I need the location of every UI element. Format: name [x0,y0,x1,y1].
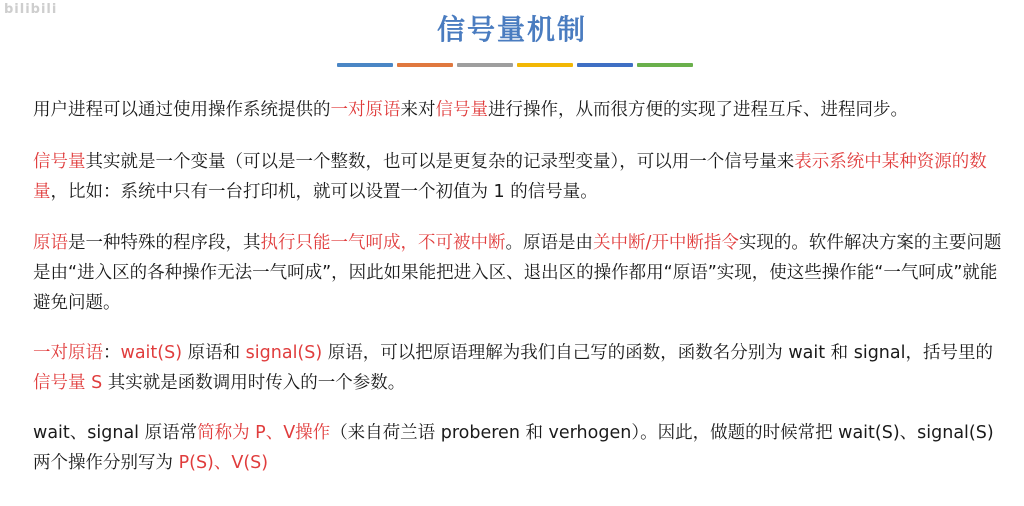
body-text: 其实就是函数调用时传入的一个参数。 [102,373,406,393]
color-bar-segment [457,63,513,67]
body-text: 。原语是由 [505,233,593,253]
body-text: 实现的。软件解决方案的主要问题是由“进入区的各种操作无法一气呵成”，因此如果能把进入区、退出区的操作都用“原语”实现，使这些操作能“一气呵成”就能避免问题。 [33,233,1002,313]
body-text: ： [103,343,121,363]
color-bar-segment [517,63,573,67]
paragraph-primitive-pair [33,338,1008,398]
highlighted-term: 简称为 P、V操作 [197,423,331,443]
color-bar-segment [577,63,633,67]
paragraph-primitive-definition [33,228,1008,318]
color-bar-segment [637,63,693,67]
highlighted-term: signal(S) [245,343,323,363]
highlighted-term: wait(S) [120,343,183,363]
highlighted-term: 执行只能一气呵成，不可被中断 [260,233,506,253]
highlighted-term: 关中断/开中断指令 [593,233,739,253]
slide-body [33,95,1008,500]
paragraph-semaphore-definition [33,147,1008,207]
paragraph-intro [33,95,1008,125]
paragraph-pv-operations [33,418,1008,478]
body-text: 来对 [400,100,436,120]
body-text: 进行操作，从而很方便的实现了进程互斥、进程同步。 [488,100,908,120]
body-text: 原语和 [182,343,246,363]
body-text: 用户进程可以通过使用操作系统提供的 [33,100,331,120]
body-text: 其实就是一个变量（可以是一个整数，也可以是更复杂的记录型变量），可以用一个信号量来 [85,152,795,172]
highlighted-term: 信号量 [435,100,488,120]
body-text: 是一种特殊的程序段，其 [68,233,261,253]
bilibili-watermark: bilibili [4,2,58,17]
color-bar-segment [337,63,393,67]
body-text: （来自荷兰语 proberen 和 verhogen）。因此，做题的时候常把 wait(S)、signal(S) 两个操作分别写为 [33,423,994,473]
slide-title: 信号量机制 [436,13,587,46]
highlighted-term: 一对原语 [330,100,401,120]
body-text: wait、signal 原语常 [33,423,198,443]
highlighted-term: 一对原语 [33,343,103,363]
highlighted-term: P(S)、V(S) [178,453,269,473]
body-text: 原语，可以把原语理解为我们自己写的函数，函数名分别为 wait 和 signal，括号里的 [322,343,993,363]
highlighted-term: 表示系统中某种资源的数量 [33,152,987,202]
highlighted-term: 信号量 [33,152,86,172]
decorative-color-bar [337,63,693,67]
highlighted-term: 原语 [33,233,68,253]
body-text: ，比如：系统中只有一台打印机，就可以设置一个初值为 1 的信号量。 [50,182,598,202]
color-bar-segment [397,63,453,67]
highlighted-term: 信号量 S [33,373,103,393]
